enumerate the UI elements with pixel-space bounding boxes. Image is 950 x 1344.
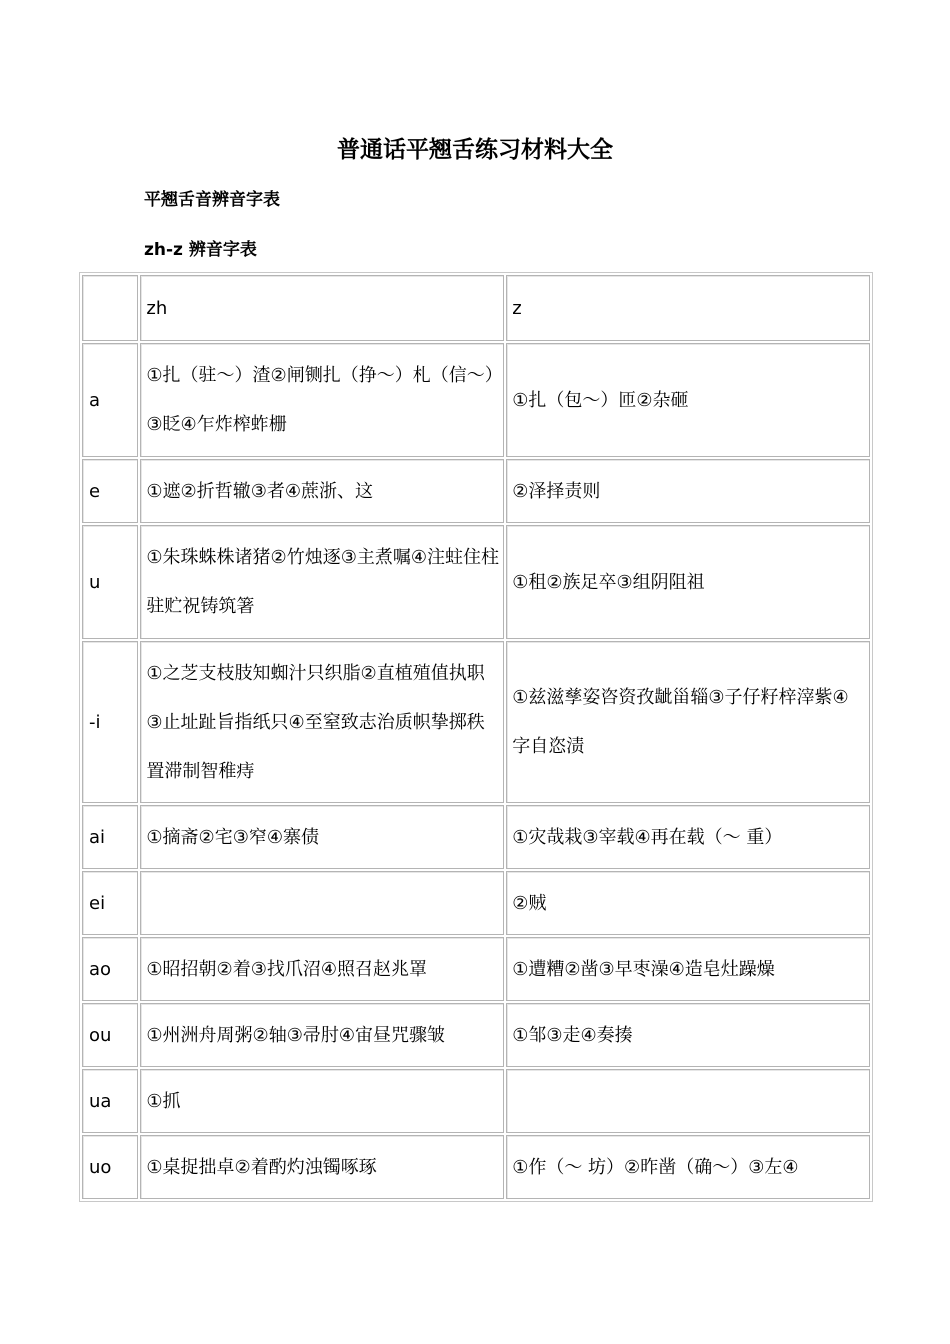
z-cell: ①遭糟②凿③早枣澡④造皂灶躁燥 [506,937,870,1001]
z-cell [506,1069,870,1133]
final-cell: e [82,459,138,523]
table-row [82,1003,870,1067]
table-row [82,343,870,457]
final-cell: a [82,343,138,457]
z-cell: ①扎（包～）匝②杂砸 [506,343,870,457]
zh-cell: ①桌捉拙卓②着酌灼浊镯啄琢 [140,1135,504,1199]
header-cell-blank [82,275,138,341]
final-cell: ao [82,937,138,1001]
zh-cell: ①朱珠蛛株诸猪②竹烛逐③主煮嘱④注蛀住柱驻贮祝铸筑箸 [140,525,504,639]
zh-cell: ①抓 [140,1069,504,1133]
page-title: 普通话平翘舌练习材料大全 [337,137,613,163]
zh-cell: ①州洲舟周粥②轴③帚肘④宙昼咒骤皱 [140,1003,504,1067]
zh-z-table [79,272,873,1202]
table-row [82,1069,870,1133]
zh-cell: ①昭招朝②着③找爪沼④照召赵兆罩 [140,937,504,1001]
table-row [82,937,870,1001]
final-cell: -i [82,641,138,803]
z-cell: ②贼 [506,871,870,935]
final-cell: u [82,525,138,639]
table-heading: zh-z 辨音字表 [144,240,257,260]
zh-cell: ①扎（驻～）渣②闸铡扎（挣～）札（信～）③眨④乍炸榨蚱栅 [140,343,504,457]
table-row [82,1135,870,1199]
table-row [82,871,870,935]
z-cell: ①兹滋孳姿咨资孜龇甾辎③子仔籽梓滓紫④字自恣渍 [506,641,870,803]
final-cell: ua [82,1069,138,1133]
zh-cell: ①遮②折哲辙③者④蔗浙、这 [140,459,504,523]
z-cell: ①作（～ 坊）②昨凿（确～）③左④ [506,1135,870,1199]
final-cell: ai [82,805,138,869]
zh-cell [140,871,504,935]
table-row [82,805,870,869]
final-cell: ou [82,1003,138,1067]
header-cell-zh: zh [140,275,504,341]
z-cell: ①邹③走④奏揍 [506,1003,870,1067]
z-cell: ①灾哉栽③宰载④再在载（～ 重） [506,805,870,869]
table-row [82,459,870,523]
table-header-row [82,275,870,341]
table-row [82,641,870,803]
z-cell: ①租②族足卒③组阴阻祖 [506,525,870,639]
zh-cell: ①之芝支枝肢知蜘汁只织脂②直植殖值执职③止址趾旨指纸只④至窒致志治质帜挚掷秩置滞制智稚痔 [140,641,504,803]
z-cell: ②泽择责则 [506,459,870,523]
final-cell: ei [82,871,138,935]
section-heading: 平翘舌音辨音字表 [144,190,280,210]
final-cell: uo [82,1135,138,1199]
zh-cell: ①摘斋②宅③窄④寨债 [140,805,504,869]
table-row [82,525,870,639]
header-cell-z: z [506,275,870,341]
